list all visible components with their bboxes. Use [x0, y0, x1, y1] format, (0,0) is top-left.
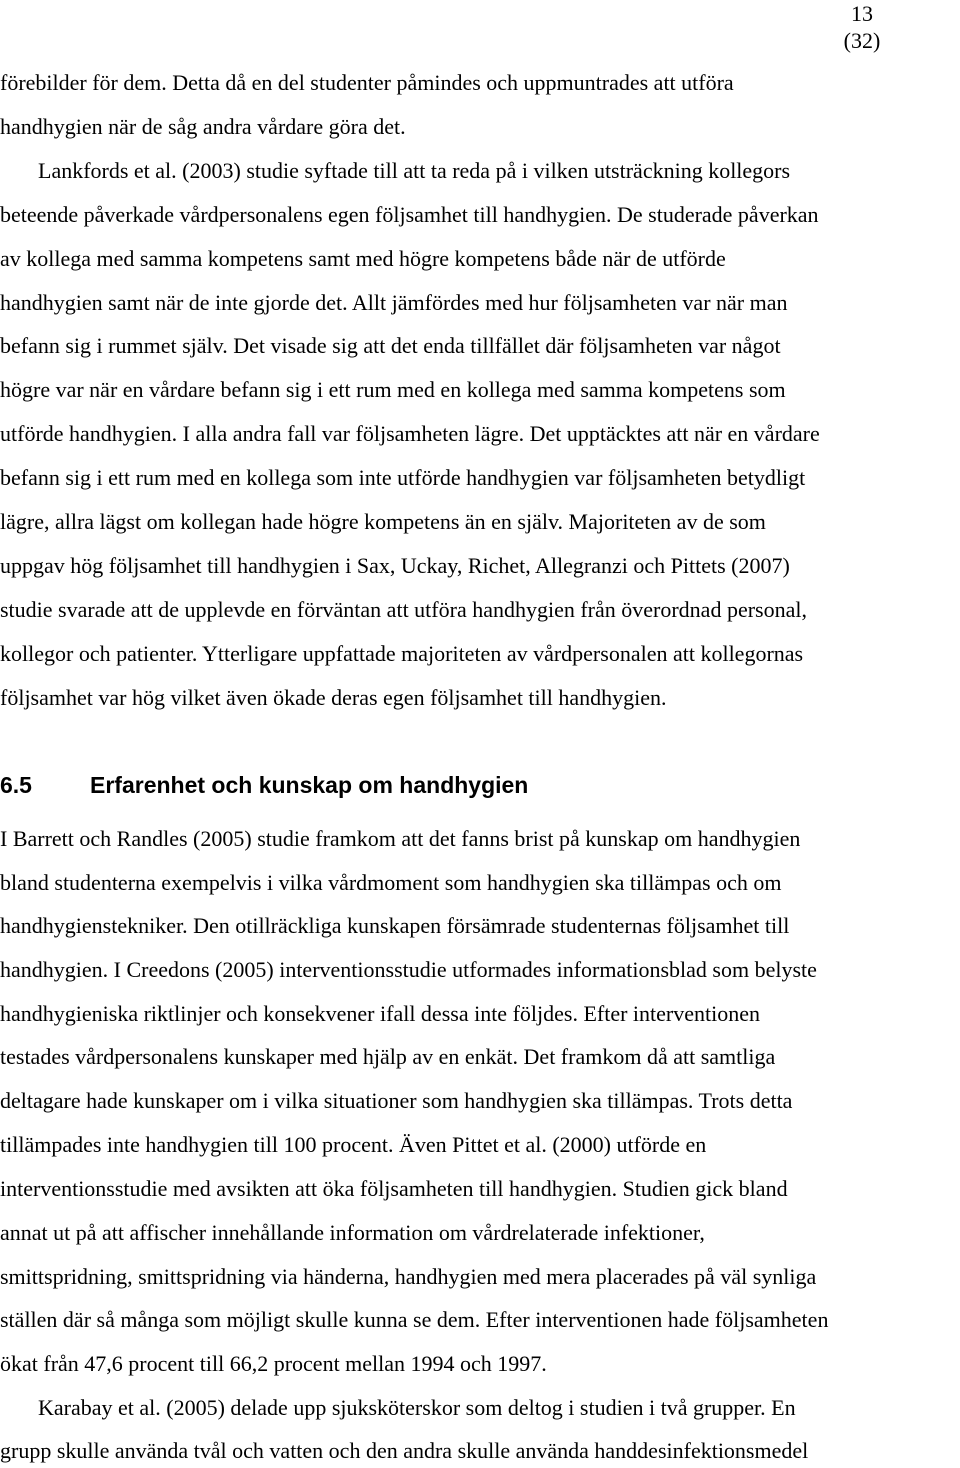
text-line: handhygieniska riktlinjer och konsekvener ifall dessa inte följdes. Efter interventionen: [0, 1001, 760, 1026]
page-number-total: (32): [843, 28, 881, 53]
text-line: uppgav hög följsamhet till handhygien i Sax, Uckay, Richet, Allegranzi och Pittets (2007): [0, 553, 790, 578]
text-line: kollegor och patienter. Ytterligare uppfattade majoriteten av vårdpersonalen att kollegornas: [0, 641, 804, 666]
text-line: förebilder för dem. Detta då en del studenter påmindes och uppmuntrades att utföra: [0, 70, 734, 95]
text-line: I Barrett och Randles (2005) studie framkom att det fanns brist på kunskap om handhygien: [0, 826, 801, 851]
text-line: befann sig i rummet själv. Det visade sig att det enda tillfället där följsamheten var något: [0, 333, 781, 358]
text-line: smittspridning, smittspridning via händerna, handhygien med mera placerades på väl synliga: [0, 1264, 817, 1289]
text-line: handhygien samt när de inte gjorde det. Allt jämfördes med hur följsamheten var när man: [0, 290, 788, 315]
text-line: handhygien. I Creedons (2005) interventionsstudie utformades informationsblad som belyste: [0, 957, 817, 982]
text-line: Karabay et al. (2005) delade upp sjuksköterskor som deltog i studien i två grupper. En: [38, 1395, 796, 1420]
text-line: handhygienstekniker. Den otillräckliga kunskapen försämrade studenternas följsamhet till: [0, 913, 790, 938]
text-line: interventionsstudie med avsikten att öka följsamheten till handhygien. Studien gick bland: [0, 1176, 788, 1201]
text-line: bland studenterna exempelvis i vilka vårdmoment som handhygien ska tillämpas och om: [0, 870, 782, 895]
section-heading: [0, 770, 528, 800]
text-line: Lankfords et al. (2003) studie syftade till att ta reda på i vilken utsträckning kollegors: [38, 158, 791, 183]
text-line: lägre, allra lägst om kollegan hade högre kompetens än en själv. Majoriteten av de som: [0, 509, 766, 534]
section-title: Erfarenhet och kunskap om handhygien: [90, 772, 529, 798]
text-line: högre var när en vårdare befann sig i ett rum med en kollega med samma kompetens som: [0, 377, 786, 402]
text-line: tillämpades inte handhygien till 100 procent. Även Pittet et al. (2000) utförde en: [0, 1132, 707, 1157]
text-line: handhygien när de såg andra vårdare göra det.: [0, 114, 406, 139]
text-line: testades vårdpersonalens kunskaper med hjälp av en enkät. Det framkom då att samtliga: [0, 1044, 776, 1069]
text-line: beteende påverkade vårdpersonalens egen följsamhet till handhygien. De studerade påverkan: [0, 202, 819, 227]
text-line: av kollega med samma kompetens samt med högre kompetens både när de utförde: [0, 246, 726, 271]
page-number-current: 13: [851, 1, 873, 26]
text-line: utförde handhygien. I alla andra fall var följsamheten lägre. Det upptäcktes att när en vårdare: [0, 421, 820, 446]
text-line: grupp skulle använda tvål och vatten och den andra skulle använda handdesinfektionsmedel: [0, 1438, 809, 1463]
text-line: studie svarade att de upplevde en förväntan att utföra handhygien från överordnad personal,: [0, 597, 807, 622]
text-line: följsamhet var hög vilket även ökade deras egen följsamhet till handhygien.: [0, 685, 667, 710]
text-line: befann sig i ett rum med en kollega som inte utförde handhygien var följsamheten betydligt: [0, 465, 806, 490]
page-number: [832, 0, 892, 54]
section-number: 6.5: [0, 772, 32, 798]
text-line: ökat från 47,6 procent till 66,2 procent mellan 1994 och 1997.: [0, 1351, 547, 1376]
text-line: deltagare hade kunskaper om i vilka situationer som handhygien ska tillämpas. Trots detta: [0, 1088, 793, 1113]
text-line: annat ut på att affischer innehållande information om vårdrelaterade infektioner,: [0, 1220, 705, 1245]
text-line: ställen där så många som möjligt skulle kunna se dem. Efter interventionen hade följsamheten: [0, 1307, 829, 1332]
